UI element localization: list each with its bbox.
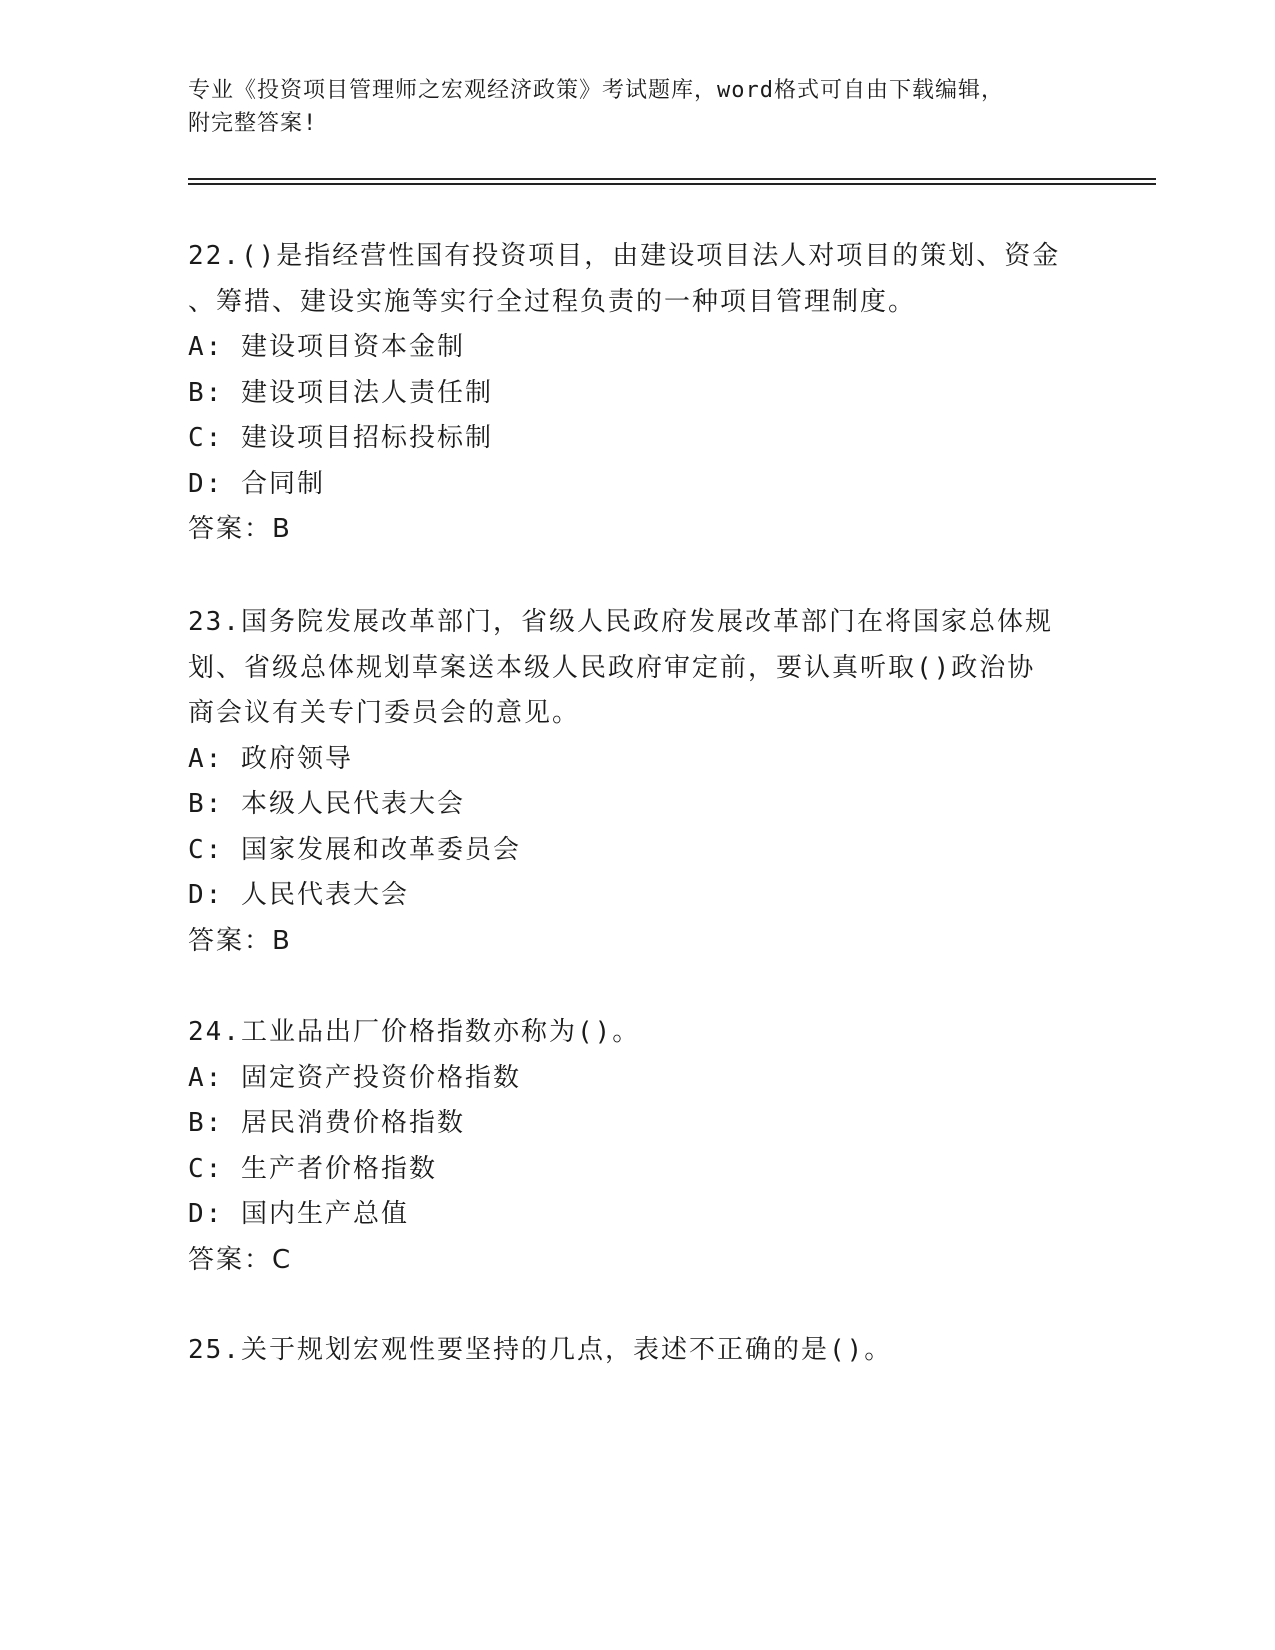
document-header <box>188 74 1088 140</box>
option-b: B: 建设项目法人责任制 <box>188 377 493 408</box>
option-a: A: 政府领导 <box>188 743 353 774</box>
question-stem-line: 商会议有关专门委员会的意见。 <box>188 698 581 728</box>
option-b: B: 居民消费价格指数 <box>188 1108 465 1138</box>
answer-line: 答案：C <box>188 1244 293 1275</box>
header-intro-line-1: 专业《投资项目管理师之宏观经济政策》考试题库，word格式可自由下载编辑， <box>188 78 1004 103</box>
option-a: A: 固定资产投资价格指数 <box>188 1062 521 1093</box>
question-25 <box>188 1328 1088 1374</box>
question-23 <box>188 600 1088 964</box>
option-d: D: 人民代表大会 <box>188 880 409 910</box>
question-stem-line: 划、省级总体规划草案送本级人民政府审定前，要认真听取()政治协 <box>188 652 1036 683</box>
question-24 <box>188 1010 1088 1283</box>
question-stem-line: 、筹措、建设实施等实行全过程负责的一种项目管理制度。 <box>188 286 917 317</box>
option-c: C: 生产者价格指数 <box>188 1153 437 1184</box>
option-a: A: 建设项目资本金制 <box>188 332 465 362</box>
question-stem-line: 25.关于规划宏观性要坚持的几点，表述不正确的是()。 <box>188 1335 893 1365</box>
question-stem-line: 22.()是指经营性国有投资项目，由建设项目法人对项目的策划、资金 <box>188 241 1061 271</box>
option-b: B: 本级人民代表大会 <box>188 789 465 819</box>
option-d: D: 国内生产总值 <box>188 1199 409 1229</box>
header-intro-line-2: 附完整答案! <box>188 111 318 136</box>
question-stem-line: 23.国务院发展改革部门，省级人民政府发展改革部门在将国家总体规 <box>188 607 1053 637</box>
header-divider-top <box>188 178 1156 180</box>
option-c: C: 建设项目招标投标制 <box>188 423 493 453</box>
header-divider-bottom <box>188 183 1156 185</box>
option-c: C: 国家发展和改革委员会 <box>188 834 521 865</box>
option-d: D: 合同制 <box>188 468 325 499</box>
answer-line: 答案：B <box>188 514 292 544</box>
answer-line: 答案：B <box>188 925 292 956</box>
question-22 <box>188 234 1088 553</box>
question-stem-line: 24.工业品出厂价格指数亦称为()。 <box>188 1017 641 1047</box>
